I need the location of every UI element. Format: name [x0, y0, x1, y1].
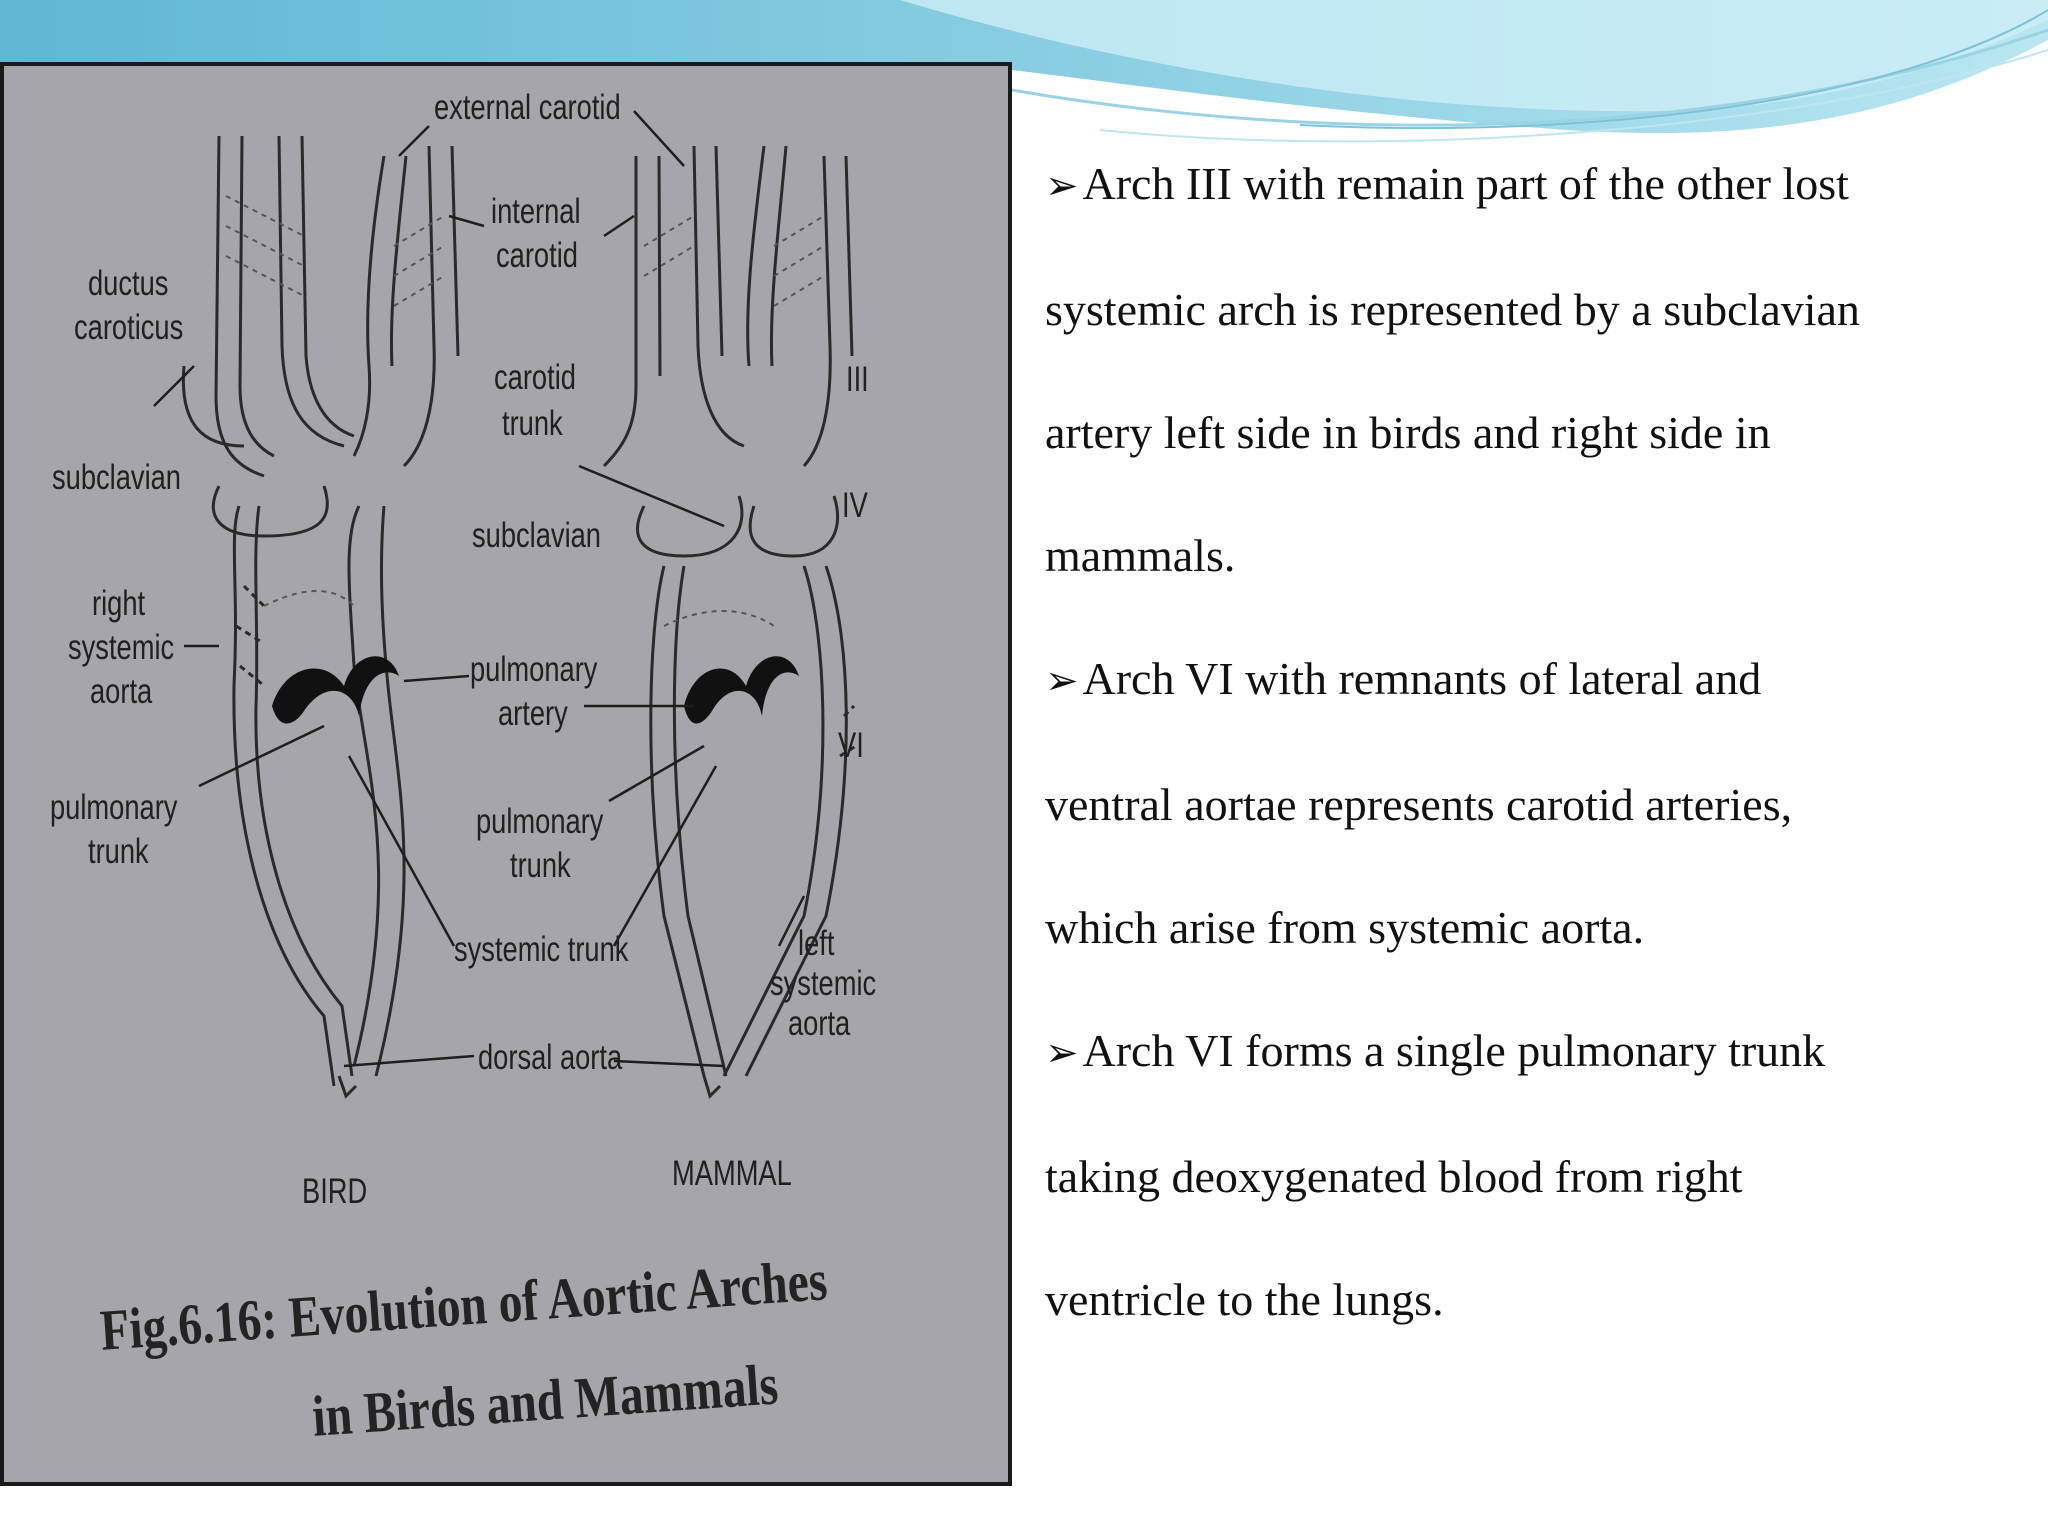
arrow-bullet-icon: ➢	[1045, 658, 1079, 704]
label-carotid-trunk-1: carotid	[494, 358, 576, 397]
label-pulmonary-trunk-left-1: pulmonary	[50, 788, 178, 827]
label-left-systemic-3: aorta	[788, 1004, 851, 1043]
aortic-arches-figure-photo	[0, 62, 1012, 1486]
label-arch-iv: IV	[842, 486, 868, 525]
bullet-line: mammals.	[1045, 530, 1236, 581]
figure-caption-line-2: in Birds and Mammals	[310, 1351, 780, 1449]
label-arch-vi: VI	[838, 726, 864, 765]
label-left-systemic-1: left	[798, 924, 835, 963]
bullet-2	[1045, 617, 1977, 989]
label-pulmonary-artery-2: artery	[498, 694, 568, 733]
label-pulmonary-trunk-center-1: pulmonary	[476, 802, 604, 841]
label-external-carotid: external carotid	[434, 88, 621, 127]
bullet-line: taking deoxygenated blood from right	[1045, 1151, 1743, 1202]
bullet-line: systemic arch is represented by a subclavian	[1045, 284, 1860, 335]
label-caroticus: caroticus	[74, 308, 184, 347]
label-left-systemic-2: systemic	[770, 964, 877, 1003]
label-aorta: aorta	[90, 672, 153, 711]
figure-caption-line-1: Fig.6.16: Evolution of Aortic Arches	[98, 1247, 830, 1363]
label-bird: BIRD	[302, 1172, 368, 1211]
label-right: right	[92, 584, 146, 623]
label-pulmonary-trunk-center-2: trunk	[510, 846, 571, 885]
label-dorsal-aorta: dorsal aorta	[478, 1038, 623, 1077]
bullet-line: ventricle to the lungs.	[1045, 1274, 1444, 1325]
label-systemic: systemic	[68, 628, 175, 667]
arrow-bullet-icon: ➢	[1045, 1030, 1079, 1076]
label-carotid-trunk-2: trunk	[502, 404, 563, 443]
bullet-line: ventral aortae represents carotid arteries,	[1045, 779, 1793, 830]
label-pulmonary-artery-1: pulmonary	[470, 650, 598, 689]
bullet-1	[1045, 122, 1977, 617]
bullet-line: ➢Arch VI with remnants of lateral and	[1045, 653, 1762, 704]
label-ductus: ductus	[88, 264, 169, 303]
label-carotid: carotid	[496, 236, 578, 275]
label-internal: internal	[491, 192, 581, 231]
label-mammal: MAMMAL	[672, 1154, 792, 1193]
bullet-line: ➢Arch VI forms a single pulmonary trunk	[1045, 1025, 1826, 1076]
bullet-text-column	[1045, 122, 1977, 1361]
bullet-line: which arise from systemic aorta.	[1045, 902, 1645, 953]
label-pulmonary-trunk-left-2: trunk	[88, 832, 149, 871]
label-systemic-trunk: systemic trunk	[454, 930, 629, 969]
label-arch-iii: III	[846, 360, 869, 399]
bullet-line: artery left side in birds and right side in	[1045, 407, 1771, 458]
bullet-3	[1045, 989, 1977, 1361]
arrow-bullet-icon: ➢	[1045, 163, 1079, 209]
bullet-line: ➢Arch III with remain part of the other lost	[1045, 158, 1849, 209]
label-subclavian-center: subclavian	[472, 516, 602, 555]
label-subclavian-left: subclavian	[52, 458, 182, 497]
